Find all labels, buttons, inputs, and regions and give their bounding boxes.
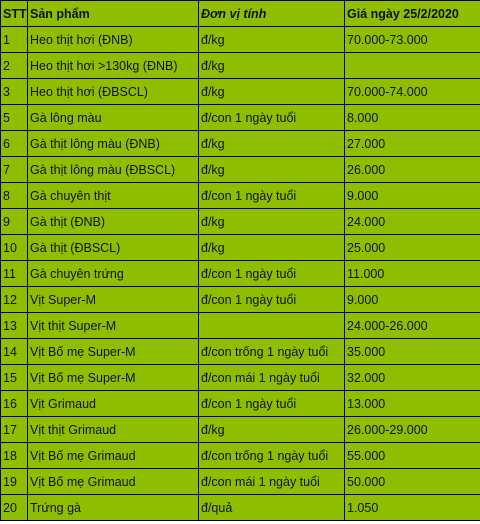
cell-price: 9.000 <box>345 183 480 209</box>
cell-stt: 10 <box>1 235 28 261</box>
table-row <box>1 131 480 157</box>
header-price: Giá ngày 25/2/2020 <box>345 1 480 27</box>
cell-unit: đ/con mái 1 ngày tuổi <box>199 469 345 495</box>
cell-stt: 13 <box>1 313 28 339</box>
cell-price <box>345 53 480 79</box>
cell-product: Heo thịt hơi (ĐBSCL) <box>28 79 199 105</box>
cell-product: Trứng gà <box>28 495 199 521</box>
header-row <box>1 1 480 27</box>
table-row <box>1 469 480 495</box>
cell-stt: 12 <box>1 287 28 313</box>
table-header <box>1 1 480 27</box>
cell-stt: 8 <box>1 183 28 209</box>
cell-stt: 9 <box>1 209 28 235</box>
cell-unit: đ/con trống 1 ngày tuổi <box>199 339 345 365</box>
cell-price: 50.000 <box>345 469 480 495</box>
cell-unit: đ/kg <box>199 131 345 157</box>
cell-price: 8.000 <box>345 105 480 131</box>
cell-unit: đ/kg <box>199 235 345 261</box>
cell-stt: 19 <box>1 469 28 495</box>
cell-product: Vịt Bố mẹ Super-M <box>28 365 199 391</box>
cell-stt: 7 <box>1 157 28 183</box>
header-product: Sản phẩm <box>28 1 199 27</box>
cell-price: 11.000 <box>345 261 480 287</box>
cell-product: Vịt Bố mẹ Grimaud <box>28 443 199 469</box>
cell-product: Vịt Grimaud <box>28 391 199 417</box>
cell-stt: 17 <box>1 417 28 443</box>
cell-price: 27.000 <box>345 131 480 157</box>
table-row <box>1 27 480 53</box>
cell-unit: đ/kg <box>199 27 345 53</box>
table-row <box>1 105 480 131</box>
cell-stt: 20 <box>1 495 28 521</box>
cell-unit: đ/con 1 ngày tuổi <box>199 287 345 313</box>
table-row <box>1 313 480 339</box>
cell-product: Vịt thịt Super-M <box>28 313 199 339</box>
cell-stt: 11 <box>1 261 28 287</box>
cell-price: 24.000-26.000 <box>345 313 480 339</box>
cell-price: 55.000 <box>345 443 480 469</box>
cell-price: 70.000-73.000 <box>345 27 480 53</box>
cell-product: Gà thịt lông màu (ĐNB) <box>28 131 199 157</box>
cell-price: 26.000-29.000 <box>345 417 480 443</box>
cell-price: 70.000-74.000 <box>345 79 480 105</box>
cell-unit: đ/con trống 1 ngày tuổi <box>199 443 345 469</box>
cell-price: 35.000 <box>345 339 480 365</box>
header-unit: Đơn vị tính <box>199 1 345 27</box>
cell-stt: 1 <box>1 27 28 53</box>
cell-unit: đ/kg <box>199 79 345 105</box>
table-row <box>1 391 480 417</box>
cell-stt: 2 <box>1 53 28 79</box>
cell-product: Gà lông màu <box>28 105 199 131</box>
cell-product: Heo thịt hơi >130kg (ĐNB) <box>28 53 199 79</box>
cell-unit: đ/con 1 ngày tuổi <box>199 391 345 417</box>
cell-unit: đ/con 1 ngày tuổi <box>199 105 345 131</box>
cell-unit <box>199 313 345 339</box>
cell-product: Vịt Bố mẹ Grimaud <box>28 469 199 495</box>
cell-unit: đ/kg <box>199 209 345 235</box>
cell-unit: đ/con 1 ngày tuổi <box>199 183 345 209</box>
table-row <box>1 339 480 365</box>
table-body <box>1 27 480 521</box>
table-row <box>1 365 480 391</box>
cell-stt: 5 <box>1 105 28 131</box>
cell-product: Vịt Super-M <box>28 287 199 313</box>
cell-stt: 14 <box>1 339 28 365</box>
table-row <box>1 235 480 261</box>
cell-stt: 15 <box>1 365 28 391</box>
table-row <box>1 261 480 287</box>
cell-price: 25.000 <box>345 235 480 261</box>
cell-unit: đ/con 1 ngày tuổi <box>199 261 345 287</box>
cell-price: 1.050 <box>345 495 480 521</box>
cell-unit: đ/con mái 1 ngày tuổi <box>199 365 345 391</box>
table-row <box>1 287 480 313</box>
cell-product: Vịt thịt Grimaud <box>28 417 199 443</box>
cell-product: Gà thịt (ĐBSCL) <box>28 235 199 261</box>
cell-price: 26.000 <box>345 157 480 183</box>
table-row <box>1 157 480 183</box>
cell-product: Gà thịt lông màu (ĐBSCL) <box>28 157 199 183</box>
table-row <box>1 209 480 235</box>
table-row <box>1 53 480 79</box>
cell-stt: 3 <box>1 79 28 105</box>
cell-product: Heo thịt hơi (ĐNB) <box>28 27 199 53</box>
cell-unit: đ/quả <box>199 495 345 521</box>
cell-price: 24.000 <box>345 209 480 235</box>
cell-stt: 18 <box>1 443 28 469</box>
cell-product: Vịt Bố mẹ Super-M <box>28 339 199 365</box>
cell-price: 32.000 <box>345 365 480 391</box>
table-row <box>1 495 480 521</box>
cell-unit: đ/kg <box>199 417 345 443</box>
cell-stt: 16 <box>1 391 28 417</box>
cell-unit: đ/kg <box>199 53 345 79</box>
cell-product: Gà thịt (ĐNB) <box>28 209 199 235</box>
table-row <box>1 417 480 443</box>
cell-product: Gà chuyên thịt <box>28 183 199 209</box>
header-stt: STT <box>1 1 28 27</box>
table-row <box>1 443 480 469</box>
cell-product: Gà chuyên trứng <box>28 261 199 287</box>
cell-stt: 6 <box>1 131 28 157</box>
cell-unit: đ/kg <box>199 157 345 183</box>
cell-price: 9.000 <box>345 287 480 313</box>
table-row <box>1 79 480 105</box>
cell-price: 13.000 <box>345 391 480 417</box>
table-row <box>1 183 480 209</box>
